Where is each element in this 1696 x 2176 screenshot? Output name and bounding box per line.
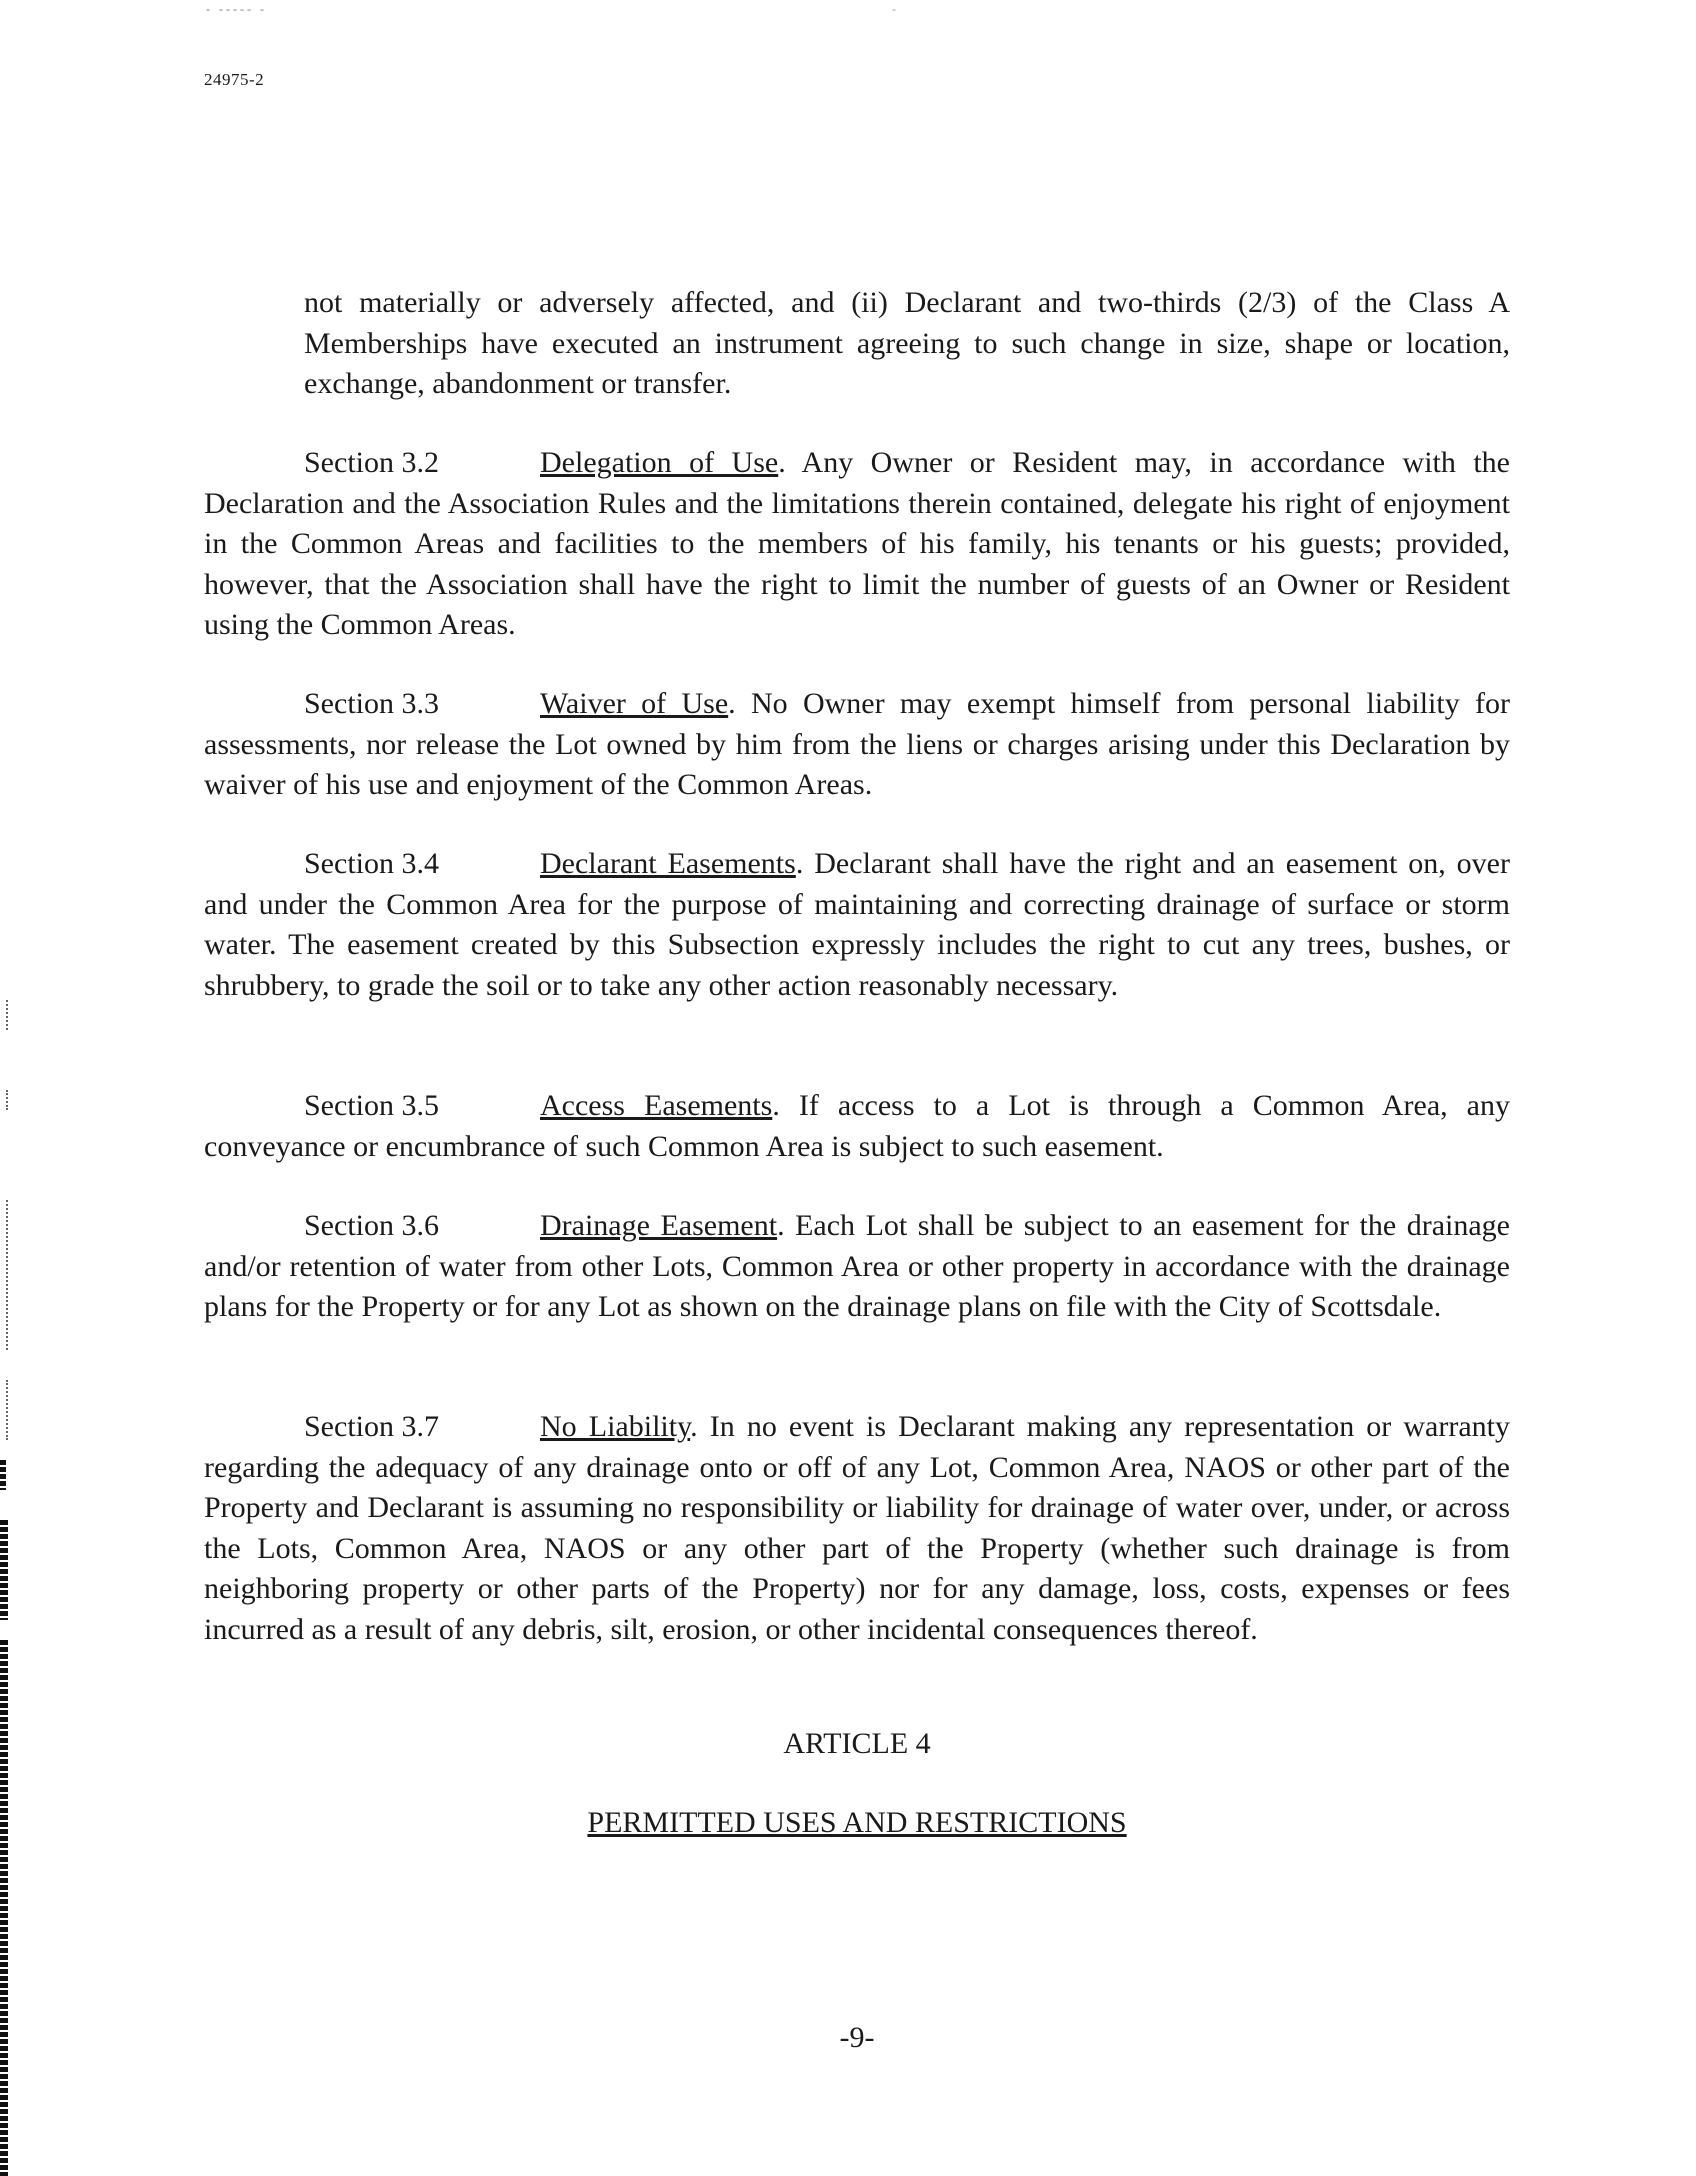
section-title: Waiver of Use (540, 687, 729, 720)
section-number: Section 3.7 (304, 1410, 439, 1443)
section-title: Access Easements (540, 1089, 773, 1122)
section-number: Section 3.4 (304, 847, 439, 880)
article-title: PERMITTED USES AND RESTRICTIONS (587, 1806, 1127, 1839)
section-3-4 (204, 844, 1510, 1006)
section-3-3 (204, 684, 1510, 806)
section-text: . Each Lot shall be subject to an easement for the drainage and/or retention of water from other Lots, Common Area or other property in accordance with the drainage plans for the Property or for any Lot as shown on the drainage plans on file with the City of Scottsdale. (204, 1209, 1510, 1323)
section-text: . If access to a Lot is through a Common Area, any conveyance or encumbrance of such Common Area is subject to such easement. (204, 1089, 1510, 1163)
continuation-paragraph: not materially or adversely affected, and (ii) Declarant and two-thirds (2/3) of the Class A Memberships have executed an instrument agreeing to such change in size, shape or location, exchange, abandonment or transfer. (304, 286, 1510, 400)
page-number: -9- (839, 2021, 875, 2054)
scan-artifact-top-right: - (892, 2, 896, 16)
section-number: Section 3.3 (304, 687, 439, 720)
section-3-5 (204, 1086, 1510, 1167)
section-number: Section 3.2 (304, 446, 439, 479)
section-title: Drainage Easement (540, 1209, 778, 1242)
section-number: Section 3.5 (304, 1089, 439, 1122)
section-title: Delegation of Use (540, 446, 779, 479)
document-id: 24975-2 (204, 70, 265, 89)
section-text: . In no event is Declarant making any representation or warranty regarding the adequacy of any drainage onto or off of any Lot, Common Area, NAOS or other part of the Property and Declarant is assuming no responsibility or liability for drainage of water over, under, or across the Lots, Common Area, NAOS or any other part of the Property (whether such drainage is from neighboring property or other parts of the Property) nor for any damage, loss, costs, expenses or fees incurred as a result of any debris, silt, erosion, or other incidental consequences thereof. (204, 1410, 1510, 1646)
section-text: . No Owner may exempt himself from personal liability for assessments, nor release the Lot owned by him from the liens or charges arising under this Declaration by waiver of his use and enjoyment of the Common Areas. (204, 687, 1510, 801)
document-body (204, 0, 1510, 2176)
scan-artifact-left-edge (0, 1000, 12, 2176)
section-3-7 (204, 1407, 1510, 1650)
section-number: Section 3.6 (304, 1209, 439, 1242)
section-3-6 (204, 1206, 1510, 1328)
section-3-2 (204, 443, 1510, 646)
section-title: No Liability (540, 1410, 691, 1443)
article-label: ARTICLE 4 (783, 1727, 931, 1760)
section-text: . Declarant shall have the right and an easement on, over and under the Common Area for the purpose of maintaining and correcting drainage of surface or storm water. The easement created by this Subsection expressly includes the right to cut any trees, bushes, or shrubbery, to grade the soil or to take any other action reasonably necessary. (204, 847, 1510, 1002)
section-text: . Any Owner or Resident may, in accordance with the Declaration and the Association Rules and the limitations therein contained, delegate his right of enjoyment in the Common Areas and facilities to the members of his family, his tenants or his guests; provided, however, that the Association shall have the right to limit the number of guests of an Owner or Resident using the Common Areas. (204, 446, 1511, 641)
scan-artifact-top: - ----- - (206, 2, 267, 16)
section-title: Declarant Easements (540, 847, 796, 880)
